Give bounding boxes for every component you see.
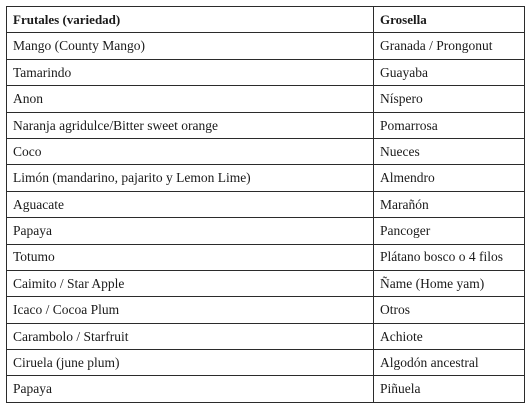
table-row <box>7 59 525 85</box>
table-row <box>7 376 525 402</box>
table-row <box>7 33 525 59</box>
table-row <box>7 165 525 191</box>
cell-frutales: Papaya <box>7 218 374 244</box>
header-frutales: Frutales (variedad) <box>7 7 374 33</box>
table-row <box>7 112 525 138</box>
cell-grosella: Marañón <box>374 191 525 217</box>
table-row <box>7 350 525 376</box>
table-row <box>7 86 525 112</box>
cell-frutales: Caimito / Star Apple <box>7 270 374 296</box>
table-row <box>7 297 525 323</box>
cell-frutales: Anon <box>7 86 374 112</box>
cell-grosella: Pomarrosa <box>374 112 525 138</box>
cell-grosella: Níspero <box>374 86 525 112</box>
cell-grosella: Pancoger <box>374 218 525 244</box>
cell-grosella: Nueces <box>374 138 525 164</box>
cell-frutales: Icaco / Cocoa Plum <box>7 297 374 323</box>
cell-frutales: Papaya <box>7 376 374 402</box>
cell-frutales: Aguacate <box>7 191 374 217</box>
cell-frutales: Ciruela (june plum) <box>7 350 374 376</box>
header-grosella: Grosella <box>374 7 525 33</box>
cell-grosella: Otros <box>374 297 525 323</box>
cell-frutales: Tamarindo <box>7 59 374 85</box>
table-row <box>7 244 525 270</box>
cell-frutales: Totumo <box>7 244 374 270</box>
cell-grosella: Guayaba <box>374 59 525 85</box>
table-header-row <box>7 7 525 33</box>
table-row <box>7 323 525 349</box>
cell-grosella: Piñuela <box>374 376 525 402</box>
cell-grosella: Achiote <box>374 323 525 349</box>
cell-frutales: Coco <box>7 138 374 164</box>
table-row <box>7 218 525 244</box>
cell-frutales: Limón (mandarino, pajarito y Lemon Lime) <box>7 165 374 191</box>
table-row <box>7 191 525 217</box>
cell-grosella: Granada / Prongonut <box>374 33 525 59</box>
cell-grosella: Ñame (Home yam) <box>374 270 525 296</box>
cell-frutales: Carambolo / Starfruit <box>7 323 374 349</box>
cell-grosella: Algodón ancestral <box>374 350 525 376</box>
cell-grosella: Plátano bosco o 4 filos <box>374 244 525 270</box>
table-row <box>7 270 525 296</box>
cell-frutales: Mango (County Mango) <box>7 33 374 59</box>
cell-grosella: Almendro <box>374 165 525 191</box>
cell-frutales: Naranja agridulce/Bitter sweet orange <box>7 112 374 138</box>
table-row <box>7 138 525 164</box>
fruit-table <box>6 6 525 403</box>
